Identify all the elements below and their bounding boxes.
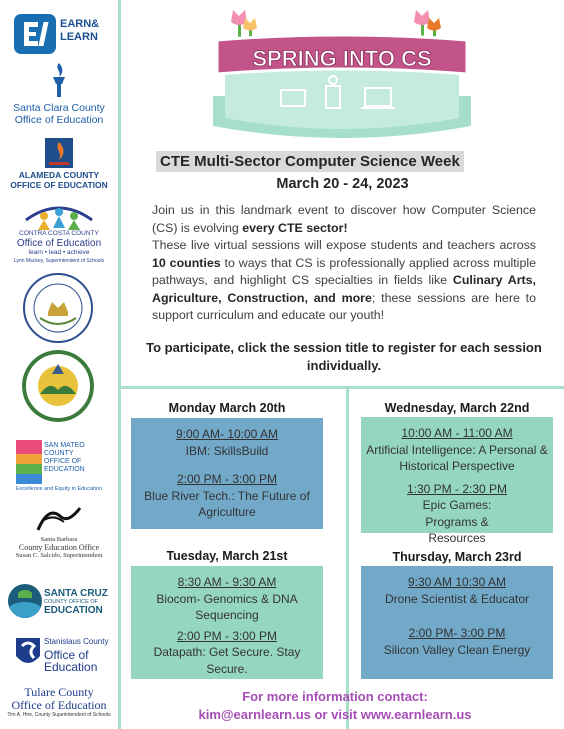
stanislaus-shield-icon <box>14 636 42 670</box>
contra-costa-line2: Office of Education <box>16 238 102 249</box>
intro-text: These live virtual sessions will expose students and teachers across <box>152 238 536 252</box>
tulare-logo <box>0 686 118 726</box>
intro-text: ; these sessions are here to support curriculum and educate our youth! <box>152 290 536 322</box>
santa-cruz-logo <box>0 582 118 622</box>
session-link-drone[interactable]: 9:30 AM 10:30 AM <box>407 575 507 589</box>
session-title: Datapath: Get Secure. Stay Secure. <box>153 645 301 676</box>
session-link-blue-river[interactable]: 2:00 PM - 3:00 PM <box>176 472 278 486</box>
san-mateo-logo <box>0 436 118 494</box>
santa-barbara-line1: Santa Barbara <box>40 536 78 543</box>
santa-clara-logo <box>0 60 118 130</box>
earn-learn-mark-icon <box>14 14 56 54</box>
session-title: Artificial Intelligence: A Personal & Historical Perspective <box>366 442 548 473</box>
spring-into-cs-banner <box>121 0 564 148</box>
contact-heading: For more information contact: <box>242 689 428 704</box>
torch-icon <box>48 62 70 98</box>
stanislaus-logo <box>0 630 118 680</box>
contra-costa-logo <box>0 196 118 268</box>
stanislaus-line2: Office of <box>44 647 89 662</box>
session-link-ai[interactable]: 10:00 AM - 11:00 AM <box>401 426 513 440</box>
santa-clara-line1: Santa Clara County <box>13 102 105 114</box>
alameda-line1: ALAMEDA COUNTY <box>18 170 100 180</box>
description-paragraph-2 <box>152 237 536 325</box>
san-mateo-hills-icon <box>16 440 42 484</box>
alameda-flame-icon <box>45 138 73 168</box>
monterey-seal-icon <box>22 350 94 422</box>
alameda-logo <box>0 134 118 192</box>
session-title: Blue River Tech.: The Future of Agriculture <box>144 488 310 519</box>
san-mateo-tagline: Excellence and Equity in Education <box>16 486 102 492</box>
earn-learn-logo <box>0 10 118 56</box>
stanislaus-line1: Stanislaus County <box>44 637 109 646</box>
session-title: Silicon Valley Clean Energy <box>383 642 531 657</box>
contact-links[interactable]: kim@earnlearn.us or visit www.earnlearn.us <box>198 707 472 722</box>
section-divider <box>121 386 564 389</box>
intro-text: to ways that CS is professionally applied across multiple pathways, and highlight CS specialties in fields like <box>152 255 536 287</box>
contra-costa-person: Lynn Mackey, Superintendent of Schools <box>13 258 105 264</box>
santa-barbara-person: Susan C. Salcido, Superintendent <box>15 552 103 559</box>
partner-logo-column <box>0 0 118 729</box>
santa-cruz-wave-icon <box>8 584 42 618</box>
tulare-line1: Tulare County <box>24 685 94 699</box>
san-mateo-line1: SAN MATEO <box>44 442 85 449</box>
day-heading-thursday: Thursday, March 23rd <box>392 550 522 564</box>
alameda-line2: OFFICE OF EDUCATION <box>10 180 108 190</box>
session-link-epic-games[interactable]: 1:30 PM - 2:30 PM <box>406 481 508 496</box>
contra-costa-people-icon <box>22 200 96 234</box>
day-heading-wednesday: Wednesday, March 22nd <box>384 401 530 415</box>
day-heading-tuesday: Tuesday, March 21st <box>166 549 288 563</box>
contra-costa-line1: CONTRA COSTA COUNTY <box>19 230 99 237</box>
intro-text: Join us in this landmark event to discover how Computer Science (CS) is evolving <box>152 203 536 235</box>
session-title: Epic Games: Programs & Resources <box>422 498 492 545</box>
monterey-county-logo <box>0 350 118 430</box>
santa-cruz-line2: COUNTY OFFICE OF <box>44 599 98 605</box>
intro-emphasis: every CTE sector! <box>242 220 348 235</box>
contact-info <box>150 688 520 724</box>
san-mateo-line2: COUNTY <box>44 450 74 457</box>
san-mateo-line3: OFFICE OF <box>44 458 82 465</box>
santa-cruz-line3: EDUCATION <box>44 605 103 616</box>
event-title: CTE Multi-Sector Computer Science Week <box>156 151 464 172</box>
intro-emphasis: 10 counties <box>152 255 221 270</box>
day-heading-monday: Monday March 20th <box>168 401 286 415</box>
county-seal-logo <box>0 272 118 348</box>
event-dates: March 20 - 24, 2023 <box>276 176 409 192</box>
banner-title: SPRING INTO CS <box>252 46 432 71</box>
session-box-monday <box>131 418 323 529</box>
santa-barbara-line2: County Education Office <box>18 543 100 552</box>
contra-costa-tagline: learn • lead • achieve <box>28 249 90 256</box>
column-divider <box>346 389 349 729</box>
session-link-ibm[interactable]: 9:00 AM- 10:00 AM <box>175 427 279 441</box>
stanislaus-line3: Education <box>44 660 98 674</box>
earn-learn-line2: LEARN <box>60 31 98 43</box>
santa-clara-line2: Office of Education <box>14 114 104 126</box>
description-paragraph-1 <box>152 202 536 237</box>
santa-barbara-logo <box>0 500 118 564</box>
session-box-tuesday <box>131 566 323 679</box>
session-link-datapath[interactable]: 2:00 PM - 3:00 PM <box>176 628 278 643</box>
santa-barbara-swoosh-icon <box>34 502 84 534</box>
session-title: Drone Scientist & Educator <box>384 591 530 606</box>
session-box-thursday <box>361 566 553 679</box>
registration-instruction: To participate, click the session title to register for each session individually. <box>146 340 542 373</box>
session-title: IBM: SkillsBuild <box>185 443 269 458</box>
county-seal-icon <box>22 272 94 344</box>
san-mateo-line4: EDUCATION <box>44 466 85 473</box>
tulare-person: Tim A. Hire, County Superintendent of Schools <box>7 712 111 718</box>
session-link-svce[interactable]: 2:00 PM- 3:00 PM <box>408 626 506 640</box>
santa-cruz-line1: SANTA CRUZ <box>44 588 108 599</box>
intro-emphasis: Culinary Arts, Agriculture, Construction, and more <box>152 273 536 305</box>
session-box-wednesday <box>361 417 553 545</box>
session-title: Biocom- Genomics & DNA Sequencing <box>156 591 298 622</box>
session-link-biocom[interactable]: 8:30 AM - 9:30 AM <box>177 575 277 589</box>
tulare-line2: Office of Education <box>11 698 107 712</box>
event-description <box>152 202 536 325</box>
earn-learn-line1: EARN& <box>60 18 100 30</box>
